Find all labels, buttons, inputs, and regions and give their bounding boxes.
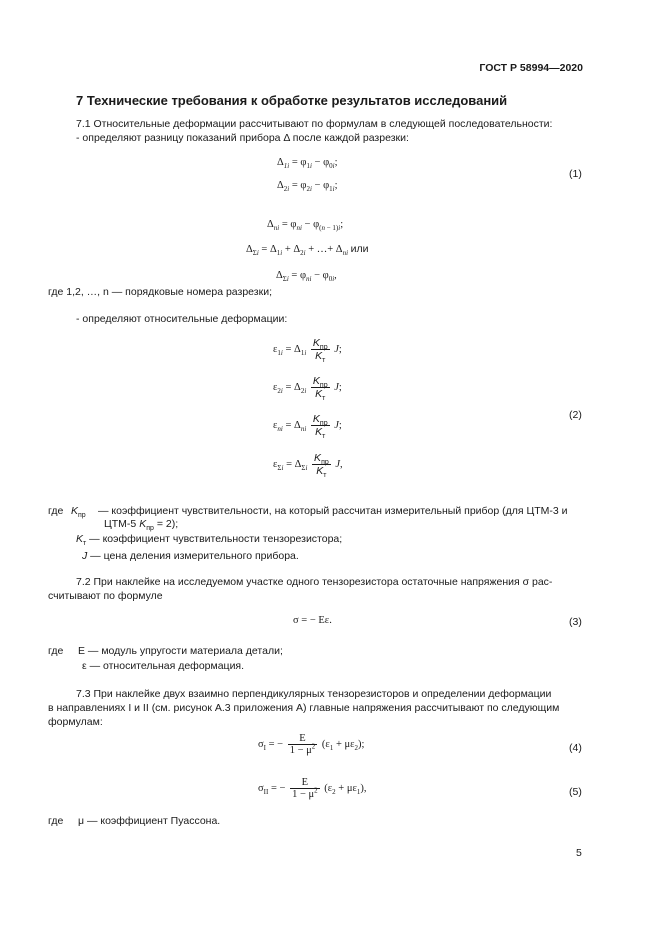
where2-kt: $K_т$ — коэффициент чувствительности тензорезистора;	[76, 533, 343, 548]
eq1-line-3: $\Delta_{ni} = \varphi_{ni} - \varphi_{(n - 1)i}$;	[267, 219, 344, 233]
eq1-line-2: $\Delta_{2i} = \varphi_{2i} - \varphi_{1i}$;	[277, 180, 338, 194]
eq5-number: (5)	[569, 786, 582, 798]
eq3-formula: σ = − Eε.	[293, 615, 332, 626]
where2-knp-desc-2: ЦТМ-5 $K_{пр} = 2$);	[104, 518, 179, 533]
eq4-number: (4)	[569, 742, 582, 754]
eq1-where: где 1,2, …, n — порядковые номера разрезки;	[48, 286, 272, 298]
eq2-number: (2)	[569, 409, 582, 421]
eq2-line-1: $\varepsilon_{1i} = \Delta_{1i}$ $\frac{K_{пр}}{K_т}$ J;	[273, 337, 342, 365]
eq3-number: (3)	[569, 616, 582, 628]
eq2-line-4: $\varepsilon_{\Sigma i} = \Delta_{\Sigma i}$ $\frac{K_{пр}}{K_т}$ J,	[273, 452, 343, 480]
eq1-line-5: $\Delta_{\Sigma i} = \varphi_{ni} - \varphi_{0i}$,	[276, 270, 337, 284]
eq2-line-3: $\varepsilon_{ni} = \Delta_{ni}$ $\frac{K_{пр}}{K_т}$ J;	[273, 413, 342, 441]
document-header: ГОСТ Р 58994—2020	[479, 62, 583, 74]
para-7-1-bullet-2: - определяют относительные деформации:	[76, 313, 288, 325]
where45-gde: где	[48, 815, 64, 827]
where3-eps: ε — относительная деформация.	[82, 660, 245, 672]
eq1-or: или	[350, 243, 369, 255]
para-7-2-line-2: считывают по формуле	[48, 590, 163, 602]
page-number: 5	[576, 847, 582, 859]
where2-j: J — цена деления измерительного прибора.	[82, 550, 299, 562]
eq4-formula: $\sigma_I$ = − $\frac{E}{1 - \mu^2}$ $(\varepsilon_1 + \mu\varepsilon_2)$;	[258, 733, 365, 756]
where45-mu: μ — коэффициент Пуассона.	[78, 815, 221, 827]
where2-knp-symbol: $K_{пр}$	[71, 505, 86, 520]
where2-knp-desc: — коэффициент чувствительности, на который рассчитан измерительный прибор (для ЦТМ-3 и	[98, 505, 568, 517]
para-7-1-intro: 7.1 Относительные деформации рассчитывают по формулам в следующей последовательности:	[76, 118, 553, 130]
where3-gde: где	[48, 645, 64, 657]
eq1-line-4: $\Delta_{\Sigma i} = \Delta_{1i} + \Delta_{2i}$ + …+ $\Delta_{ni}$ или	[246, 243, 369, 258]
para-7-3-line-1: 7.3 При наклейке двух взаимно перпендикулярных тензорезисторов и определении деформации	[76, 688, 552, 700]
where3-e: Е — модуль упругости материала детали;	[78, 645, 283, 657]
eq2-line-2: $\varepsilon_{2i} = \Delta_{2i}$ $\frac{K_{пр}}{K_т}$ J;	[273, 375, 342, 403]
para-7-3-line-2: в направлениях I и II (см. рисунок А.3 приложения А) главные напряжения рассчитывают по следующим	[48, 702, 560, 714]
where2-gde: где	[48, 505, 64, 517]
para-7-2-line-1: 7.2 При наклейке на исследуемом участке одного тензорезистора остаточные напряжения σ рас-	[76, 576, 553, 588]
eq1-number: (1)	[569, 168, 582, 180]
eq1-line-1: $\Delta_{1i} = \varphi_{1i} - \varphi_{0i}$;	[277, 157, 338, 171]
eq5-formula: $\sigma_{II}$ = − $\frac{E}{1 - \mu^2}$ $(\varepsilon_2 + \mu\varepsilon_1)$,	[258, 777, 367, 800]
para-7-3-line-3: формулам:	[48, 716, 103, 728]
para-7-1-bullet-1: - определяют разницу показаний прибора Δ после каждой разрезки:	[76, 132, 409, 144]
section-title: 7 Технические требования к обработке результатов исследований	[76, 93, 508, 108]
